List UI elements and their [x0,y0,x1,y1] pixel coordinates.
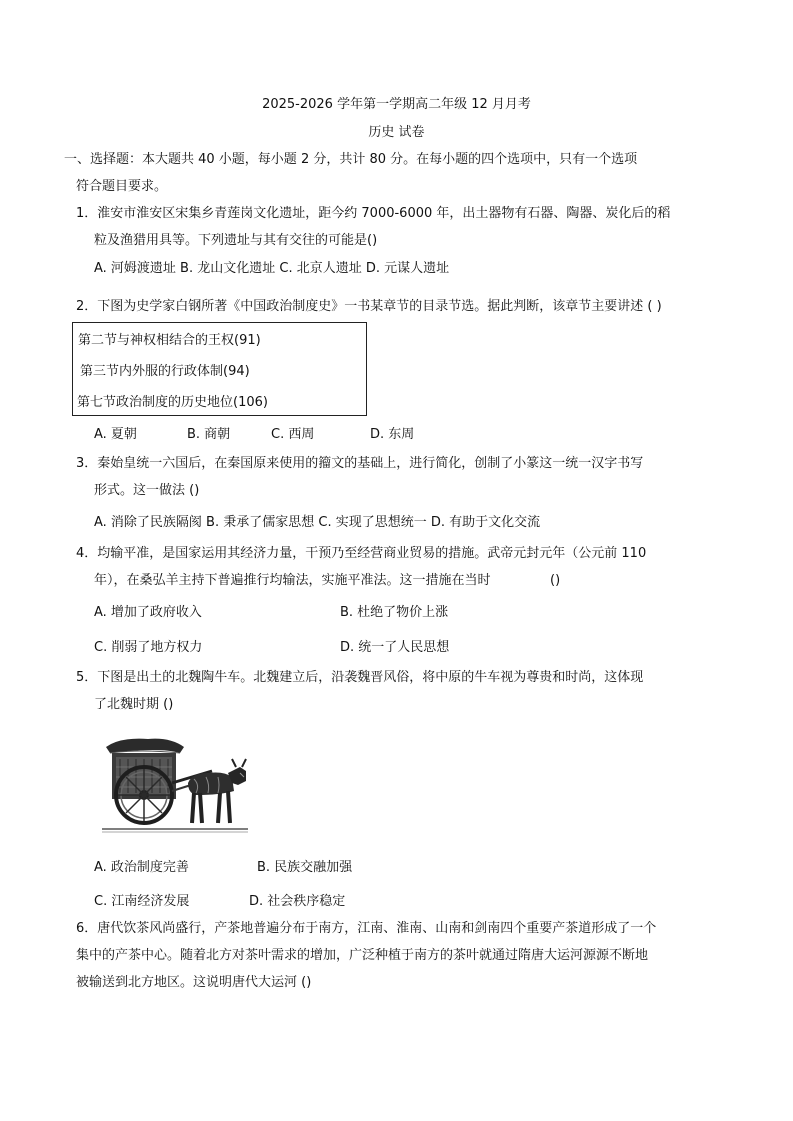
question-2-line1: 2．下图为史学家白钢所著《中国政治制度史》一书某章节的目录节选。据此判断，该章节主要讲述 ( ) [76,299,662,314]
question-4-answer-paren: () [550,573,561,588]
question-5-option-a: A. 政治制度完善 [94,860,189,875]
question-3-line2: 形式。这一做法 () [94,483,200,498]
question-1-line1: 1．淮安市淮安区宋集乡青莲岗文化遗址，距今约 7000-6000 年，出土器物有石器、陶器、炭化后的稻 [76,206,671,221]
question-1-options: A. 河姆渡遗址 B. 龙山文化遗址 C. 北京人遗址 D. 元谋人遗址 [94,261,450,276]
question-6-line1: 6．唐代饮茶风尚盛行，产茶地普遍分布于南方，江南、淮南、山南和剑南四个重要产茶道形成了一个 [76,921,657,936]
question-2-option-a: A. 夏朝 [94,427,137,442]
question-5-option-c: C. 江南经济发展 [94,894,190,909]
question-5-option-b: B. 民族交融加强 [257,860,353,875]
question-4-option-c: C. 削弱了地方权力 [94,640,203,655]
pottery-ox-cart-image [100,733,250,835]
table-of-contents-box [72,322,367,416]
question-4-option-b: B. 杜绝了物价上涨 [340,605,449,620]
exam-title: 2025-2026 学年第一学期高二年级 12 月月考 [262,97,531,112]
toc-item: 第三节内外服的行政体制(94) [80,364,250,379]
question-4-line2: 年），在桑弘羊主持下普遍推行均输法，实施平准法。这一措施在当时 [94,573,491,588]
question-6-line3: 被输送到北方地区。这说明唐代大运河 () [76,975,312,990]
question-4-option-d: D. 统一了人民思想 [340,640,450,655]
section-instruction-line2: 符合题目要求。 [76,179,168,194]
question-2-option-b: B. 商朝 [187,427,231,442]
question-4-option-a: A. 增加了政府收入 [94,605,202,620]
question-6-line2: 集中的产茶中心。随着北方对茶叶需求的增加，广泛种植于南方的茶叶就通过隋唐大运河源源不断地 [76,948,649,963]
question-2-option-c: C. 西周 [271,427,315,442]
question-2-option-d: D. 东周 [370,427,415,442]
question-1-line2: 粒及渔猎用具等。下列遗址与其有交往的可能是() [94,233,378,248]
exam-subtitle: 历史 试卷 [368,125,425,140]
question-3-options: A. 消除了民族隔阂 B. 秉承了儒家思想 C. 实现了思想统一 D. 有助于文化交流 [94,515,541,530]
question-3-line1: 3．秦始皇统一六国后，在秦国原来使用的籀文的基础上，进行简化，创制了小篆这一统一汉字书写 [76,456,644,471]
toc-item: 第二节与神权相结合的王权(91) [78,333,261,348]
question-5-option-d: D. 社会秩序稳定 [249,894,346,909]
question-5-line1: 5．下图是出土的北魏陶牛车。北魏建立后，沿袭魏晋风俗，将中原的牛车视为尊贵和时尚，这体现 [76,670,644,685]
toc-item: 第七节政治制度的历史地位(106) [77,395,268,410]
question-5-line2: 了北魏时期 () [94,697,174,712]
question-4-line1: 4．均输平准，是国家运用其经济力量，干预乃至经营商业贸易的措施。武帝元封元年（公元前 110 [76,546,647,561]
section-instruction-line1: 一、选择题：本大题共 40 小题，每小题 2 分，共计 80 分。在每小题的四个选项中，只有一个选项 [64,152,638,167]
